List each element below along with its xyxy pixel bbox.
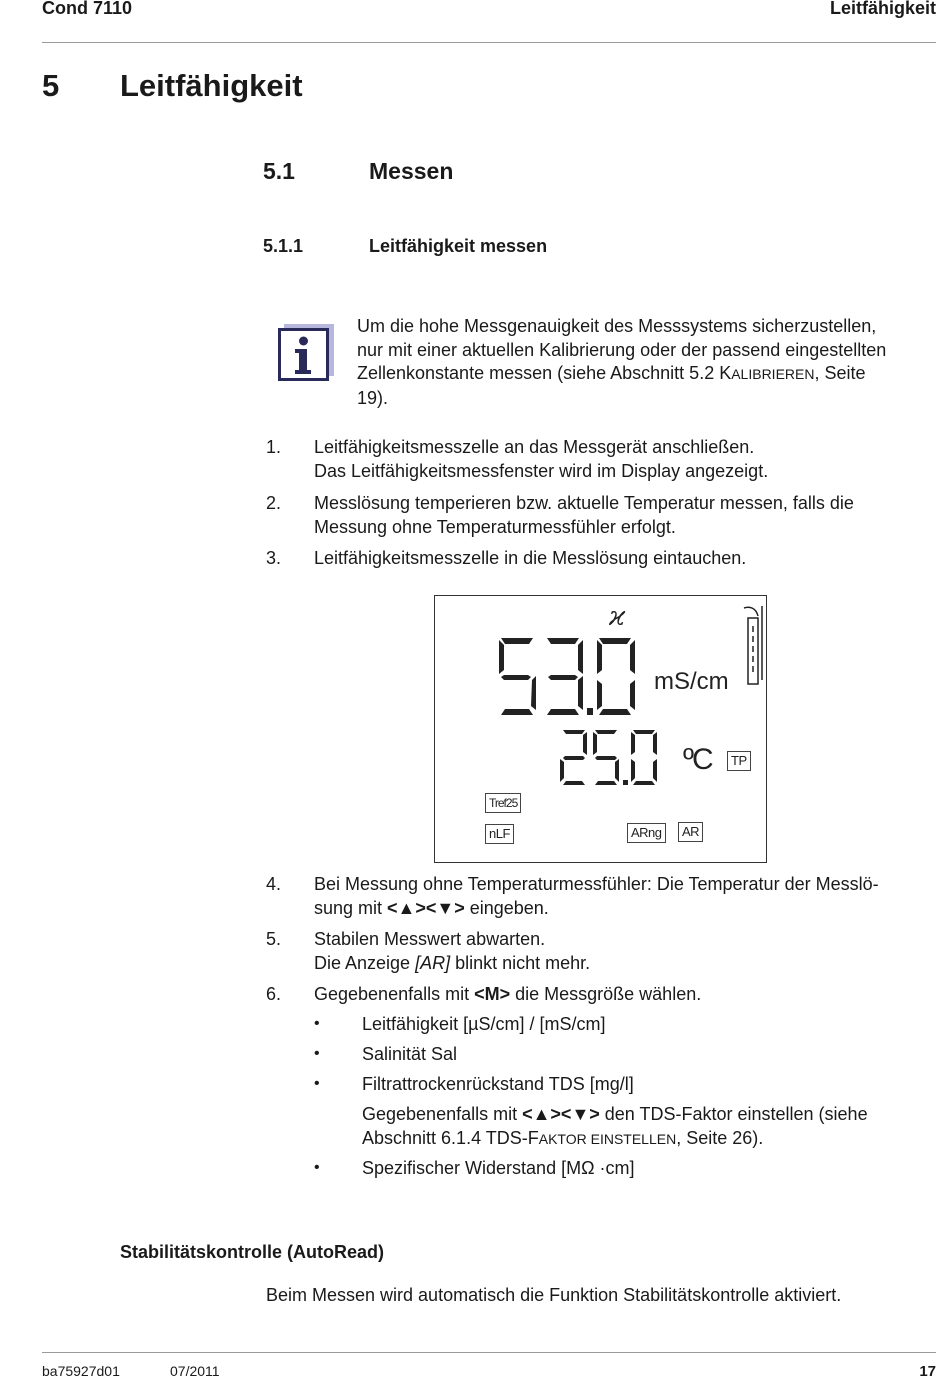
- step-5-line-2-pre: Die Anzeige: [314, 952, 416, 973]
- step-5-text: [314, 928, 590, 975]
- temp-unit: ºC: [683, 743, 712, 776]
- arng-indicator: ARng: [627, 823, 666, 843]
- step-6-text: [314, 983, 701, 1007]
- page-number: 17: [919, 1363, 936, 1380]
- chapter-title: Leitfähigkeit: [120, 68, 303, 103]
- step-2-text: [314, 492, 854, 539]
- bullet-2: •: [314, 1045, 320, 1062]
- header-rule: [42, 42, 936, 43]
- xref-tds-faktor: AKTOR EINSTELLEN: [538, 1130, 677, 1147]
- tds-note-line-1-pre: Gegebenenfalls mit: [362, 1104, 523, 1124]
- option-conductivity: Leitfähigkeit [µS/cm] / [mS/cm]: [362, 1014, 606, 1034]
- step-1-line-2: Das Leitfähigkeitsmessfenster wird im Display angezeigt.: [314, 460, 769, 481]
- info-line-2: nur mit einer aktuellen Kalibrierung oder der passend eingestellten: [357, 339, 887, 360]
- electrode-icon: [740, 604, 766, 688]
- footer-doc-number: ba75927d01: [42, 1363, 120, 1379]
- chapter-number: 5: [42, 68, 60, 103]
- step-5-number: 5.: [266, 929, 282, 949]
- header-title-left: Cond 7110: [42, 0, 133, 18]
- footer-rule: [42, 1352, 936, 1353]
- step-1-text: [314, 436, 768, 483]
- tds-note-line-1: [362, 1103, 868, 1127]
- info-line-1: Um die hohe Messgenauigkeit des Messsystems sicherzustellen,: [357, 316, 877, 336]
- ar-indicator: AR: [678, 822, 703, 842]
- tds-note: [362, 1103, 868, 1151]
- info-line-4: 19).: [357, 387, 389, 408]
- step-5-line-2: [314, 952, 590, 976]
- info-line-3-post: , Seite: [814, 363, 866, 383]
- main-value-digits: [495, 636, 645, 718]
- tds-note-line-1-post: den TDS-Faktor einstellen (siehe: [599, 1104, 868, 1124]
- ar-reference: [AR]: [415, 952, 451, 973]
- bullet-4: •: [314, 1159, 320, 1176]
- section-title: Messen: [369, 158, 454, 184]
- footer-date: 07/2011: [170, 1363, 220, 1379]
- option-salinity: Salinität Sal: [362, 1044, 458, 1064]
- lcd-display: [434, 595, 767, 863]
- subsection-title: Leitfähigkeit messen: [369, 236, 548, 256]
- step-2-number: 2.: [266, 493, 282, 513]
- step-2-line-2: Messung ohne Temperaturmessfühler erfolgt.: [314, 516, 676, 537]
- step-4-line-1: Bei Messung ohne Temperaturmessfühler: Die Temperatur der Messlö-: [314, 874, 879, 894]
- step-4-line-2-post: eingeben.: [464, 897, 549, 918]
- tds-arrow-keys: <▲><▼>: [522, 1104, 600, 1124]
- step-6-post: die Messgröße wählen.: [510, 984, 702, 1004]
- step-4-text: [314, 873, 879, 920]
- bullet-3: •: [314, 1075, 320, 1092]
- step-5-line-1: Stabilen Messwert abwarten.: [314, 929, 546, 949]
- subsection-number: 5.1.1: [263, 236, 304, 256]
- info-icon: [278, 324, 334, 382]
- section-number: 5.1: [263, 158, 295, 184]
- autoread-heading: Stabilitätskontrolle (AutoRead): [120, 1242, 385, 1262]
- step-5-line-2-post: blinkt nicht mehr.: [450, 952, 591, 973]
- info-note: [357, 315, 886, 410]
- option-resistivity: Spezifischer Widerstand [MΩ ·cm]: [362, 1158, 635, 1178]
- step-1-line-1: Leitfähigkeitsmesszelle an das Messgerät anschließen.: [314, 437, 755, 457]
- step-3-number: 3.: [266, 548, 282, 568]
- tds-note-line-2-pre: Abschnitt 6.1.4 TDS-F: [362, 1127, 539, 1148]
- step-2-line-1: Messlösung temperieren bzw. aktuelle Temperatur messen, falls die: [314, 493, 854, 513]
- step-6-pre: Gegebenenfalls mit: [314, 984, 475, 1004]
- tds-note-line-2: [362, 1127, 868, 1152]
- nlf-indicator: nLF: [485, 824, 514, 844]
- arrow-keys: <▲><▼>: [387, 897, 465, 918]
- step-4-number: 4.: [266, 874, 282, 894]
- xref-kalibrieren: ALIBRIEREN: [731, 366, 815, 382]
- step-4-line-2: [314, 897, 879, 921]
- main-unit: mS/cm: [654, 668, 729, 695]
- conductivity-symbol: ϰ: [609, 602, 626, 632]
- tds-note-line-2-post: , Seite 26).: [676, 1127, 764, 1148]
- info-line-3-pre: Zellenkonstante messen (siehe Abschnitt 5.2 K: [357, 363, 732, 383]
- step-1-number: 1.: [266, 437, 282, 457]
- m-key: <M>: [474, 984, 511, 1004]
- step-4-line-2-pre: sung mit: [314, 897, 388, 918]
- header-title-right: Leitfähigkeit: [829, 0, 936, 18]
- temp-value-digits: [559, 729, 663, 787]
- tref25-indicator: Tref25: [485, 793, 521, 813]
- bullet-1: •: [314, 1015, 320, 1032]
- step-6-number: 6.: [266, 984, 282, 1004]
- autoread-text: Beim Messen wird automatisch die Funktion Stabilitätskontrolle aktiviert.: [266, 1285, 842, 1305]
- step-3-text: Leitfähigkeitsmesszelle in die Messlösung eintauchen.: [314, 548, 747, 568]
- option-tds: Filtrattrockenrückstand TDS [mg/l]: [362, 1074, 634, 1094]
- info-line-3: [357, 362, 886, 387]
- tp-indicator: TP: [727, 751, 751, 771]
